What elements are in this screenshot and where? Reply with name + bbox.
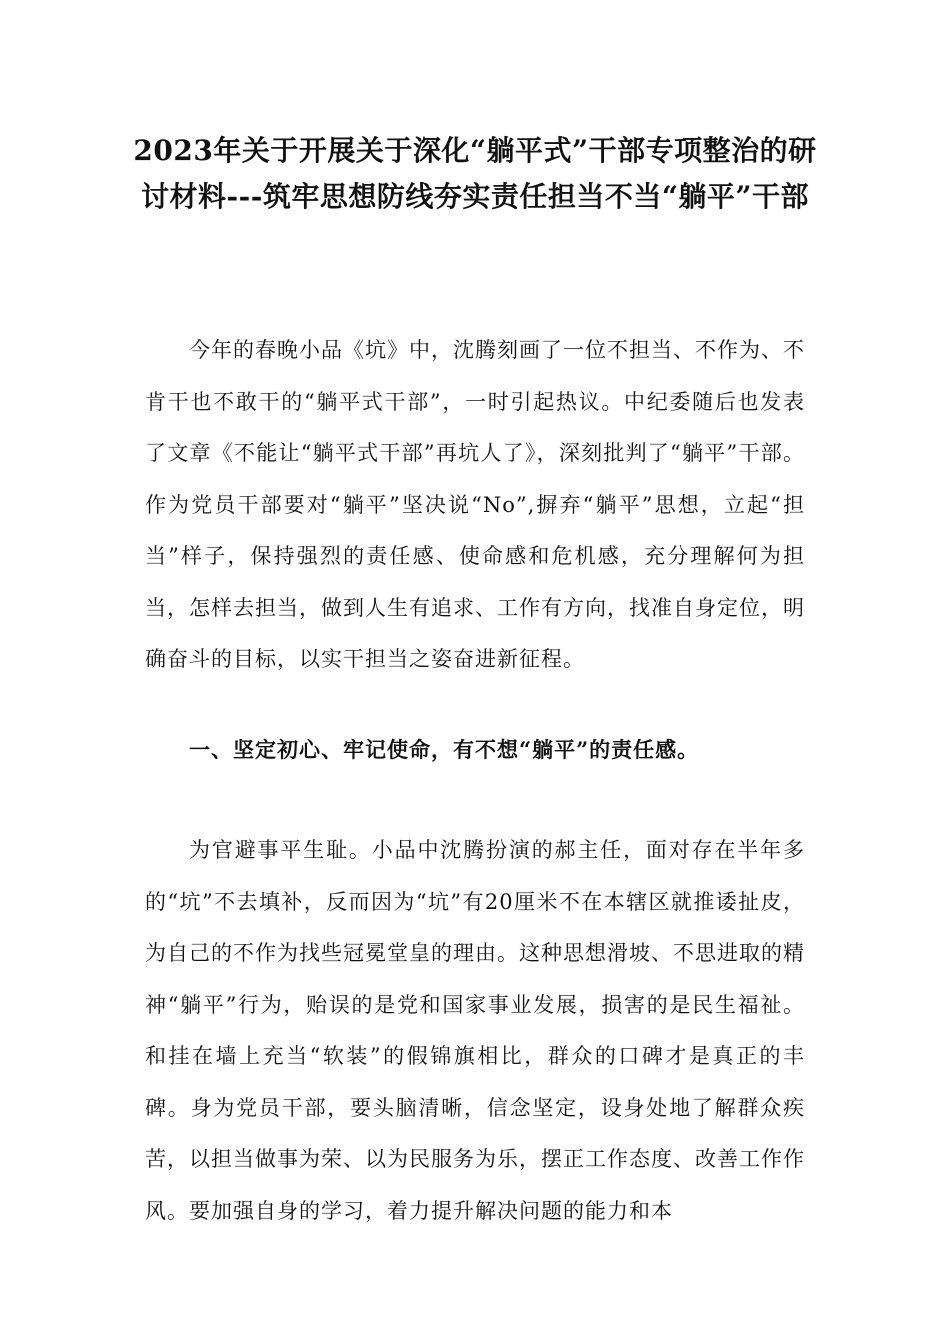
- section-heading: 一、坚定初心、牢记使命，有不想“躺平”的责任感。: [189, 737, 700, 762]
- document-title: 2023年关于开展关于深化“躺平式”干部专项整治的研讨材料---筑牢思想防线夯实责任担当不当“躺平”干部: [133, 134, 817, 213]
- body-paragraph: 为官避事平生耻。小品中沈腾扮演的郝主任，面对存在半年多的“坑”不去填补，反而因为“坑”有20厘米不在本辖区就推诿扯皮，为自己的不作为找些冠冕堂皇的理由。这种思想滑坡、不思进取的精神“躺平”行为，贻误的是党和国家事业发展，损害的是民生福祉。和挂在墙上充当“软装”的假锦旗相比，群众的口碑才是真正的丰碑。身为党员干部，要头脑清晰，信念坚定，设身处地了解群众疾苦，以担当做事为荣、以为民服务为乐，摆正工作态度、改善工作作风。要加强自身的学习，着力提升解决问题的能力和本: [145, 838, 805, 1223]
- intro-paragraph: 今年的春晚小品《坑》中，沈腾刻画了一位不担当、不作为、不肯干也不敢干的“躺平式干部”，一时引起热议。中纪委随后也发表了文章《不能让“躺平式干部”再坑人了》，深刻批判了“躺平”干部。作为党员干部要对“躺平”坚决说“No”,摒弃“躺平”思想，立起“担当”样子，保持强烈的责任感、使命感和危机感，充分理解何为担当，怎样去担当，做到人生有追求、工作有方向，找准自身定位，明确奋斗的目标，以实干担当之姿奋进新征程。: [145, 338, 805, 671]
